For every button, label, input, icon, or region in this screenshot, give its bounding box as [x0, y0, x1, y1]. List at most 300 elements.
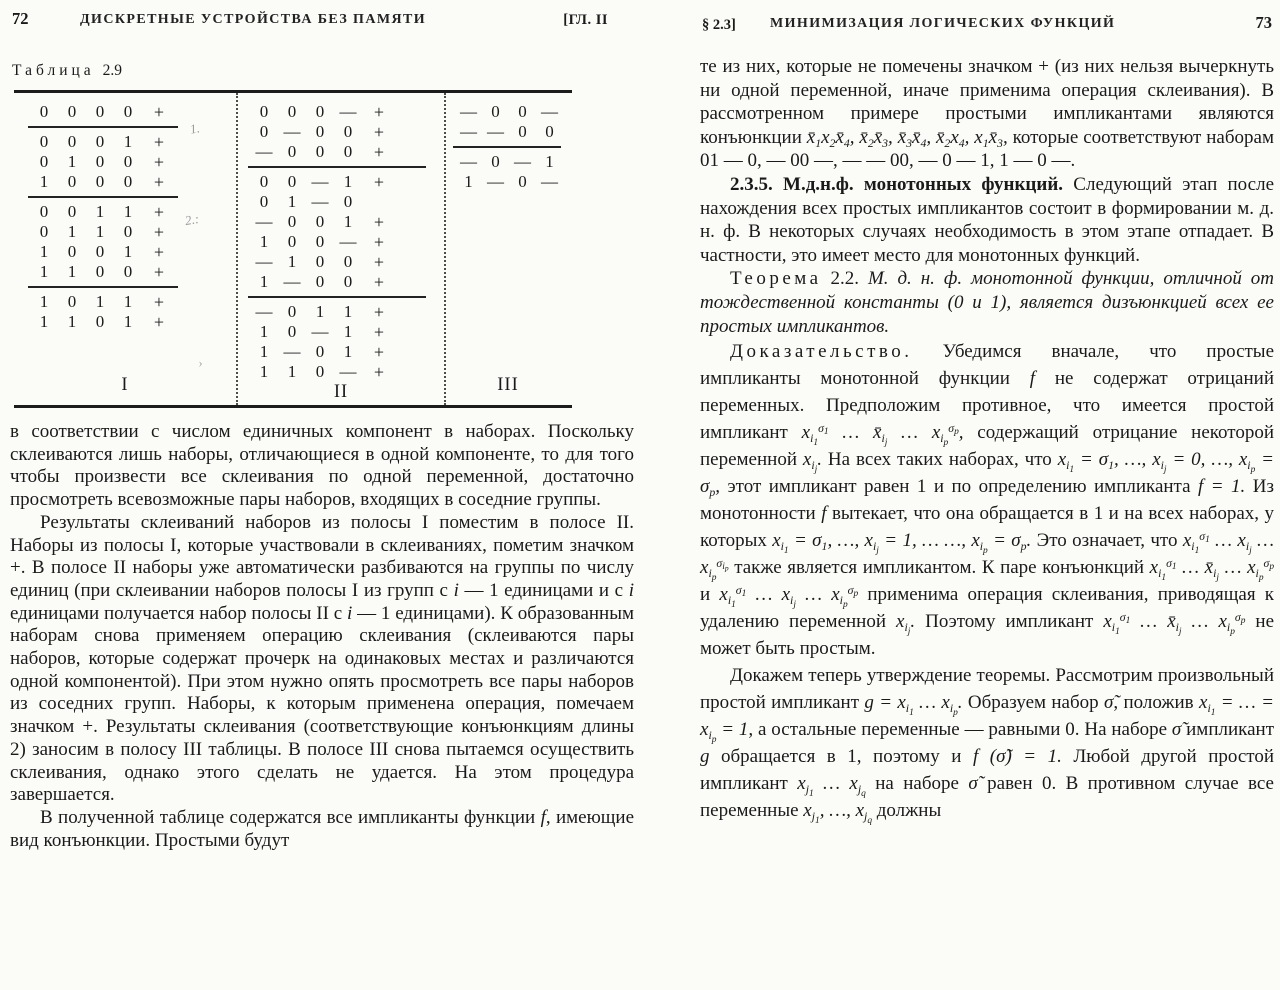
text-run: — 1 единицами). К образованным наборам снова применяем операцию склеивания (склеиваются пары наборов, которые содержат прочерк на одинаковых местах и различаются одной компонентой). При этом нужно опять просмотреть все пары наборов из соседних групп. Наборы, к которым применена операция, помечаем значком +. Результаты склеивания (соответствующие конъюнкциям длины 2) заносим в полосу III таблицы. В полосе III снова пытаемся осуществить склеивания, однако этого сделать не удается. На этом процедура завершается.: [10, 602, 634, 806]
bit-cell: —: [460, 102, 477, 121]
text-run: Поэтому импликант: [915, 611, 1104, 633]
text-run: не содержат отрицаний переменных. Предположим противное, что имеется простой импликант: [700, 368, 1274, 444]
weight-group: [446, 152, 570, 192]
subscript: jq: [857, 782, 866, 799]
bit-cell: 0: [259, 172, 269, 191]
section-ref: § 2.3]: [702, 17, 736, 33]
table-row: [238, 252, 444, 272]
subscript: 1: [909, 707, 914, 718]
paragraph: [700, 662, 1274, 824]
table-row: [238, 232, 444, 252]
weight-group: [14, 102, 236, 122]
subscript: p: [853, 588, 859, 599]
subscript: 1: [813, 437, 819, 448]
math-run: f: [540, 806, 546, 828]
bit-cell: 0: [95, 102, 105, 121]
subscript: 3: [997, 136, 1003, 150]
subscript: 1: [1194, 545, 1200, 556]
table-row: [238, 212, 444, 232]
table-row: [238, 342, 444, 362]
bit-cell: 0: [315, 362, 325, 381]
text-run: этот импликант равен 1 и по определению импликанта: [720, 476, 1198, 498]
group-separator-rule: [248, 166, 426, 168]
bit-cell: —: [339, 362, 357, 381]
text-run: должны: [872, 800, 942, 822]
bit-cell: 0: [287, 142, 297, 161]
subscript: 4: [920, 136, 927, 150]
glued-mark: +: [373, 272, 385, 292]
subscript: ij: [873, 539, 879, 556]
subscript: ij: [790, 593, 796, 610]
math-run: $x_{i_1} = \sigma_1$, …, $x_{i_j} = 0$, …, $x_{i_p} = \sigma_p$,: [700, 449, 1275, 499]
bit-cell: 1: [259, 322, 269, 341]
running-head-right: [700, 13, 1274, 40]
subscript: ip: [940, 431, 949, 448]
bit-cell: 0: [39, 132, 49, 151]
bit-cell: 0: [95, 262, 105, 281]
subscript: 1: [1108, 458, 1114, 472]
subscript: 1: [1069, 464, 1075, 475]
bit-cell: 1: [39, 242, 49, 261]
text-run: не может быть простым.: [700, 611, 1275, 660]
pencil-annotation: 1.: [188, 120, 201, 137]
bit-cell: 1: [39, 312, 49, 331]
bit-cell: 0: [67, 202, 77, 221]
paragraph: [700, 338, 1274, 662]
weight-group: [238, 172, 444, 292]
table-row: [238, 122, 444, 142]
bit-cell: —: [283, 272, 301, 291]
table-row: [238, 102, 444, 122]
math-run: $x_{i_1}^{\sigma_1}$ … $x_{i_j}$ … $x_{i_p}^{\sigma_p}$: [719, 583, 859, 610]
paragraph: [700, 55, 1274, 173]
bit-cell: 1: [259, 342, 269, 361]
bit-cell: 0: [315, 122, 325, 141]
table-row: [14, 202, 236, 222]
bit-cell: 1: [343, 172, 353, 191]
subscript: ip: [949, 701, 958, 718]
subscript: 1: [1171, 561, 1177, 572]
bit-cell: 1: [123, 242, 133, 261]
glued-mark: +: [153, 152, 165, 172]
subscript: jq: [864, 809, 873, 826]
table-row: [14, 152, 236, 172]
math-run: $x_{i_1}^{\sigma_1}$ … $x̄_{i_j}$ … $x_{i_p}^{\sigma_p}$: [1103, 610, 1246, 637]
table-row: [238, 362, 444, 382]
bit-cell: —: [255, 142, 273, 161]
text-run: а остальные переменные — равными 0. На наборе: [753, 719, 1172, 741]
subscript: i1: [810, 431, 819, 448]
bit-cell: 0: [315, 342, 325, 361]
subscript: 3: [906, 136, 913, 150]
pencil-annotation: 2.:: [183, 210, 201, 229]
subscript: ip: [708, 728, 717, 745]
subscript: j1: [805, 782, 814, 799]
bit-cell: 1: [67, 152, 77, 171]
group-separator-rule: [453, 146, 561, 148]
text-run: — 1 единицами и с: [458, 579, 629, 601]
bit-cell: 1: [39, 172, 49, 191]
glued-mark: +: [153, 292, 165, 312]
bit-cell: —: [460, 152, 477, 171]
glued-mark: +: [373, 232, 385, 252]
text-run: единицами получается набор полосы II с: [10, 602, 347, 624]
superscript: σ1: [818, 421, 829, 437]
spaced-run: Доказательство.: [730, 341, 913, 363]
math-run: $x_{i_1}^{\sigma_1}$ … $x̄_{i_j}$ … $x_{i_p}^{\sigma_p}$,: [801, 421, 964, 448]
subscript: i1: [1111, 620, 1120, 637]
subscript: ip: [708, 566, 717, 583]
subscript: ip: [722, 561, 729, 573]
group-separator-rule: [28, 286, 178, 288]
bit-cell: 0: [343, 122, 353, 141]
bit-cell: 0: [67, 102, 77, 121]
bit-cell: 1: [343, 322, 353, 341]
bold-run: 2.3.5. М.д.н.ф. монотонных функций.: [730, 173, 1064, 195]
subscript: 2: [829, 136, 836, 150]
bit-cell: —: [283, 122, 301, 141]
bit-cell: 1: [123, 132, 133, 151]
subscript: j: [1178, 626, 1182, 637]
math-run: $x̄_1x_2x̄_4$, $x̄_2x̄_3$, $x̄_3x̄_4$, $x̄_2x_4$, $x_1x̄_3$,: [806, 126, 1008, 150]
math-run: i: [628, 579, 634, 601]
bit-cell: 0: [95, 312, 105, 331]
subscript: 1: [1115, 626, 1120, 637]
bit-cell: —: [339, 232, 357, 251]
table-band-I: [14, 93, 236, 405]
table-caption: [12, 62, 634, 80]
bit-cell: 0: [259, 192, 269, 211]
running-title-right: МИНИМИЗАЦИЯ ЛОГИЧЕСКИХ ФУНКЦИЙ: [770, 16, 1116, 31]
subscript: p: [711, 572, 717, 583]
table-row: [14, 132, 236, 152]
bit-cell: 1: [95, 222, 105, 241]
text-run: применима операция склеивания, приводящая к удалению переменной: [700, 584, 1274, 633]
bit-cell: 0: [491, 152, 500, 171]
table-row: [446, 102, 570, 122]
bit-cell: 1: [287, 192, 297, 211]
subscript: 4: [843, 136, 850, 150]
bit-cell: 1: [123, 312, 133, 331]
subscript: ij: [904, 620, 911, 637]
subscript: p: [943, 437, 949, 448]
subscript: i1: [905, 701, 914, 718]
subscript: j: [876, 545, 879, 556]
bit-cell: —: [514, 152, 531, 171]
subscript: p: [711, 734, 717, 745]
subscript: 1: [815, 815, 820, 826]
glued-mark: +: [373, 342, 385, 362]
weight-group: [14, 202, 236, 282]
subscript: 1: [1125, 615, 1131, 626]
math-run: g: [700, 746, 710, 768]
superscript: σ1: [1119, 610, 1131, 626]
bit-cell: —: [460, 122, 477, 141]
subscript: i1: [1158, 566, 1167, 583]
math-run: $x_{j_1}$, …, $x_{j_q}$: [803, 800, 873, 826]
subscript: 2: [944, 136, 951, 150]
math-run: f = 1.: [1198, 476, 1246, 498]
table-row: [14, 312, 236, 332]
bit-cell: 0: [287, 232, 297, 251]
subscript: 1: [1161, 572, 1167, 583]
bit-cell: 0: [95, 152, 105, 171]
subscript: p: [953, 707, 958, 718]
bit-cell: 1: [259, 362, 269, 381]
bit-cell: 0: [545, 122, 554, 141]
glued-mark: +: [153, 102, 165, 122]
bit-cell: 0: [67, 132, 77, 151]
subscript: j1: [811, 809, 820, 826]
bit-cell: 1: [343, 342, 353, 361]
bit-cell: 0: [518, 172, 527, 191]
subscript: p: [1269, 561, 1275, 572]
weight-group: [14, 132, 236, 192]
subscript: 1: [1205, 534, 1210, 545]
paragraph: [10, 421, 634, 512]
bit-cell: 0: [123, 262, 133, 281]
bit-cell: 0: [259, 122, 269, 141]
superscript: σ1: [1166, 556, 1177, 572]
bit-cell: —: [255, 302, 273, 321]
paragraph: [700, 173, 1274, 267]
bit-cell: —: [487, 122, 504, 141]
subscript: 1: [823, 426, 829, 437]
chapter-ref: [ГЛ. II: [563, 12, 608, 28]
bit-cell: 1: [259, 232, 269, 251]
text-run: Это означает, что: [1031, 530, 1183, 552]
subscript: p: [1240, 615, 1246, 626]
table-row: [446, 152, 570, 172]
math-run: σ̃: [1103, 692, 1114, 714]
table-row: [446, 122, 570, 142]
weight-group: [14, 292, 236, 332]
pencil-annotation: ›: [196, 354, 204, 371]
bit-cell: 0: [491, 102, 500, 121]
subscript: q: [861, 788, 866, 799]
body-text-right: [700, 55, 1274, 824]
text-run: вытекает, что она обращается в 1 и на всех наборах, у которых: [700, 503, 1274, 552]
table-caption-number: 2.9: [102, 62, 123, 79]
text-run: В полученной таблице содержатся все импликанты функции: [40, 806, 541, 828]
table-row: [446, 172, 570, 192]
bit-cell: 0: [287, 172, 297, 191]
superscript: σp: [1263, 556, 1275, 572]
glued-mark: +: [153, 262, 165, 282]
spaced-run: Теорема: [730, 268, 822, 290]
subscript: i1: [1191, 539, 1200, 556]
math-run: $x_{i_j}$.: [896, 611, 916, 637]
group-separator-rule: [28, 126, 178, 128]
subscript: p: [1020, 539, 1027, 553]
bit-cell: 1: [67, 262, 77, 281]
subscript: j: [1249, 545, 1252, 556]
glued-mark: +: [153, 222, 165, 242]
group-separator-rule: [28, 196, 178, 198]
subscript: p: [983, 545, 988, 556]
glued-mark: +: [373, 252, 385, 272]
bit-cell: 0: [95, 242, 105, 261]
bit-cell: 0: [343, 252, 353, 271]
table-row: [14, 262, 236, 282]
text-run: импликант: [1181, 719, 1274, 741]
page-73: [700, 13, 1275, 826]
subscript: ij: [1175, 620, 1182, 637]
subscript: j: [814, 464, 818, 475]
text-run: Результаты склеиваний наборов из полосы I поместим в полосе II. Наборы из полосы I, которые участвовали в склеиваниях, пометим значком +. В полосе II наборы уже автоматически разбиваются на группы по числу единиц (при склеивании наборов полосы I из групп с: [10, 511, 634, 601]
superscript: σp: [1234, 610, 1246, 626]
text-run: равен 0. В противном случае все переменные: [700, 773, 1274, 822]
italic-run: М. д. н. ф. монотонной функции, отличной от тождественной константы (0 и 1), является дизъюнкцией всех ее простых импликантов.: [700, 268, 1274, 337]
table-row: [238, 142, 444, 162]
band-label: III: [497, 375, 519, 395]
weight-group: [238, 302, 444, 382]
text-run: 2.2.: [821, 268, 868, 290]
math-run: σ̃: [968, 773, 978, 795]
glued-mark: [362, 192, 396, 212]
table-row: [14, 172, 236, 192]
subscript: 1: [821, 539, 828, 553]
bit-cell: 0: [343, 192, 353, 211]
subscript: p: [1250, 464, 1256, 475]
superscript: σ1: [1199, 529, 1210, 545]
bit-cell: 0: [518, 122, 527, 141]
text-run: Следующий этап после нахождения всех простых импликантов состоит в формировании м. д. н. ф. В некоторых случаях необходимость в этом этапе отпадает. В частности, это имеет место для монотонных функций.: [700, 173, 1274, 266]
paragraph: [10, 512, 634, 807]
bit-cell: 1: [464, 172, 473, 191]
subscript: 2: [867, 136, 874, 150]
glued-mark: +: [373, 122, 385, 142]
subscript: ip: [1255, 566, 1264, 583]
glued-mark: +: [373, 172, 385, 192]
subscript: p: [1258, 572, 1264, 583]
superscript: σp: [847, 583, 859, 599]
text-run: на наборе: [865, 773, 969, 795]
bit-cell: 0: [287, 302, 297, 321]
bit-cell: 1: [287, 362, 297, 381]
math-run: $x_{i_j}$.: [802, 449, 822, 475]
bit-cell: 0: [39, 152, 49, 171]
table-row: [238, 272, 444, 292]
text-run: Докажем теперь утверждение теоремы. Рассмотрим произвольный простой импликант: [700, 665, 1274, 714]
table-row: [14, 102, 236, 122]
math-run: σ̃: [1171, 719, 1182, 741]
glued-mark: +: [373, 322, 385, 342]
bit-cell: 0: [287, 102, 297, 121]
bit-cell: 0: [123, 222, 133, 241]
table-row: [14, 292, 236, 312]
text-run: На всех таких наборах, что: [822, 449, 1058, 471]
page-number-left: 72: [12, 9, 29, 28]
bit-cell: 1: [67, 312, 77, 331]
superscript: σp: [948, 421, 959, 437]
table-caption-word: Таблица: [12, 62, 95, 79]
table-row: [238, 172, 444, 192]
text-run: обращается в 1, поэтому и: [709, 746, 973, 768]
subscript: i1: [780, 539, 789, 556]
bit-cell: 0: [287, 322, 297, 341]
table-row: [238, 302, 444, 322]
bit-cell: —: [255, 212, 273, 231]
bit-cell: —: [541, 102, 558, 121]
band-label: II: [333, 382, 349, 402]
text-run: также является импликантом. К паре конъюнкций: [728, 557, 1150, 579]
bit-cell: 0: [39, 102, 49, 121]
superscript: σ1: [735, 583, 747, 599]
bit-cell: 0: [39, 202, 49, 221]
glued-mark: +: [153, 242, 165, 262]
table-band-II: [236, 93, 444, 405]
glued-mark: +: [373, 302, 385, 322]
bit-cell: 1: [39, 292, 49, 311]
subscript: i1: [727, 593, 736, 610]
subscript: i1: [1207, 701, 1216, 718]
text-run: Любой другой простой импликант: [700, 746, 1274, 795]
subscript: j: [793, 599, 796, 610]
subscript: ij: [881, 431, 888, 448]
bit-cell: 1: [545, 152, 554, 171]
subscript: ip: [1226, 620, 1235, 637]
bit-cell: 1: [67, 222, 77, 241]
bit-cell: —: [487, 172, 504, 191]
math-run: $g = x_{i_1}$ … $x_{i_p}$.: [864, 692, 963, 718]
subscript: p: [954, 426, 959, 437]
bit-cell: 1: [315, 302, 325, 321]
math-run: f: [1029, 368, 1036, 390]
bit-cell: 0: [315, 252, 325, 271]
bit-cell: —: [311, 172, 329, 191]
table-row: [14, 222, 236, 242]
text-run: Образуем набор: [962, 692, 1104, 714]
subscript: q: [867, 815, 873, 826]
bit-cell: 1: [343, 302, 353, 321]
subscript: p: [842, 599, 848, 610]
subscript: 4: [958, 136, 965, 150]
bit-cell: 0: [95, 132, 105, 151]
glued-mark: +: [153, 312, 165, 332]
glued-mark: +: [373, 102, 385, 122]
table-row: [238, 192, 444, 212]
bit-cell: —: [255, 252, 273, 271]
bit-cell: 1: [123, 202, 133, 221]
subscript: p: [1230, 626, 1235, 637]
math-run: $x_{i_1} = \sigma_1$, …, $x_{i_j} = 1$, … …, $x_{i_p} = \sigma_p$.: [772, 530, 1032, 556]
bit-cell: 1: [343, 212, 353, 231]
math-run: i: [346, 602, 353, 624]
bit-cell: 0: [67, 292, 77, 311]
subscript: i1: [1066, 458, 1075, 475]
bit-cell: —: [311, 322, 329, 341]
table-band-III: [444, 93, 570, 405]
math-run: $x_{i_1}^{\sigma_1}$ … $x_{i_j}$ … $x_{i_p}^{\sigma_{i_p}}$: [700, 529, 1275, 583]
bit-cell: 1: [259, 272, 269, 291]
subscript: 1: [783, 545, 789, 556]
subscript: j: [884, 437, 888, 448]
bit-cell: 0: [315, 102, 325, 121]
bit-cell: 0: [123, 152, 133, 171]
subscript: 1: [741, 588, 747, 599]
bit-cell: 0: [123, 172, 133, 191]
weight-group: [446, 102, 570, 142]
bit-cell: 0: [315, 142, 325, 161]
math-run: $x_{i_1}^{\sigma_1}$ … $x̄_{i_j}$ … $x_{i_p}^{\sigma_p}$: [1149, 556, 1275, 583]
band-label: I: [121, 375, 129, 395]
math-run: $x_{j_1}$ … $x_{j_q}$: [797, 773, 866, 799]
bit-cell: —: [339, 102, 357, 121]
subscript: ip: [839, 593, 848, 610]
subscript: j: [1216, 572, 1220, 583]
bit-cell: —: [311, 192, 329, 211]
